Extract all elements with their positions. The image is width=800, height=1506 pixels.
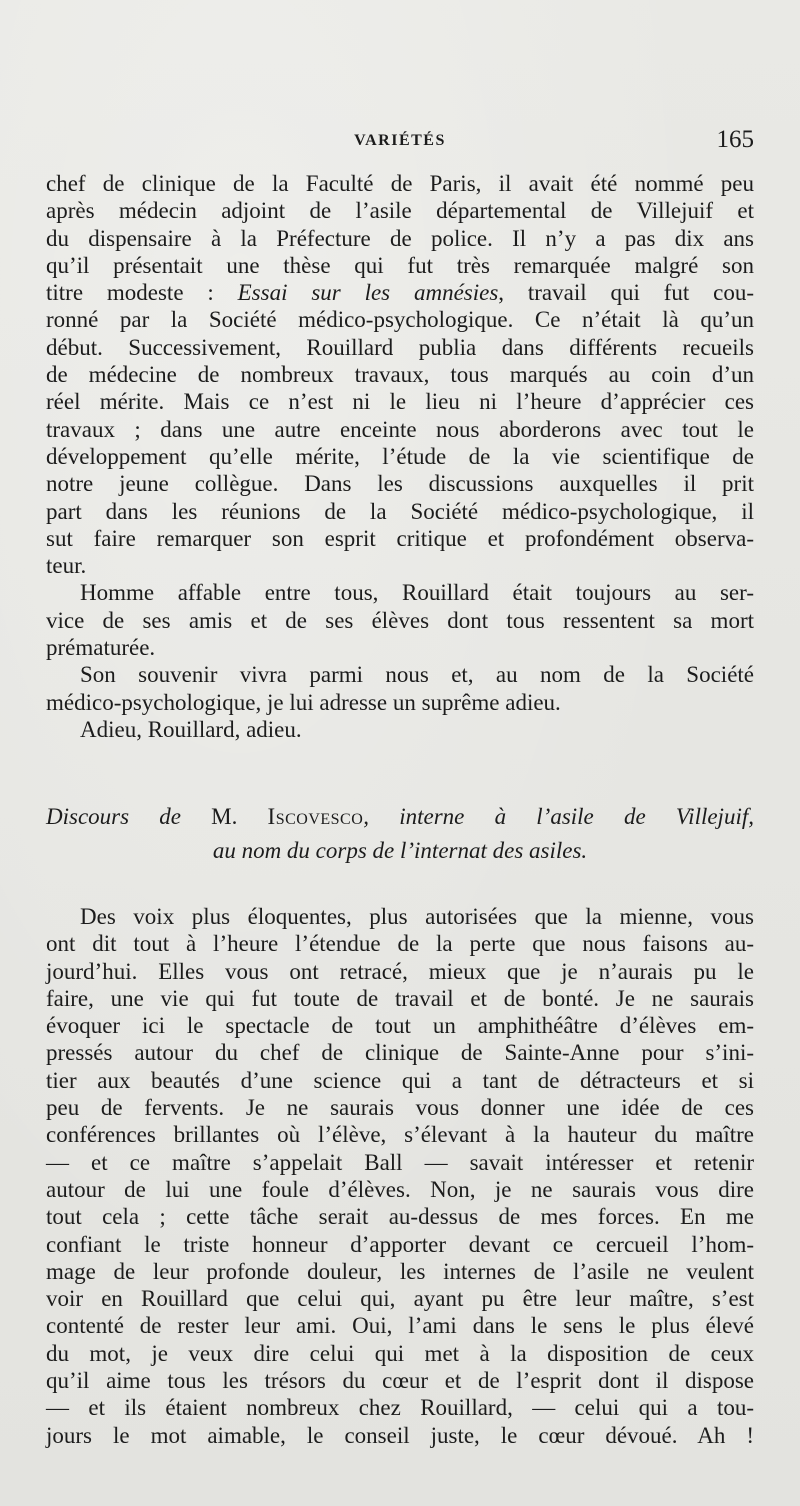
text-line: — et ce maître s’appelait Ball — savait intéresser et retenir bbox=[46, 1149, 754, 1175]
text-line: réel mérite. Mais ce n’est ni le lieu ni l’heure d’apprécier ces bbox=[46, 389, 754, 415]
text-line: part dans les réunions de la Société médico-psychologique, il bbox=[46, 498, 754, 524]
text-line: pressés autour du chef de clinique de Sainte-Anne pour s’ini- bbox=[46, 1040, 754, 1066]
text-line: qu’il aime tous les trésors du cœur et de l’esprit dont il dispose bbox=[46, 1368, 754, 1394]
text-line: début. Successivement, Rouillard publia dans différents recueils bbox=[46, 334, 754, 360]
paragraph-first-line: Homme affable entre tous, Rouillard était toujours au ser- bbox=[80, 580, 754, 606]
text-line: autour de lui une foule d’élèves. Non, je ne saurais vous dire bbox=[46, 1176, 754, 1202]
text-line: tout cela ; cette tâche serait au-dessus de mes forces. En me bbox=[46, 1204, 754, 1230]
section-1-text bbox=[46, 170, 754, 743]
heading-prefix: Discours de bbox=[46, 804, 212, 829]
text-line: ont dit tout à l’heure l’étendue de la perte que nous faisons au- bbox=[46, 931, 754, 957]
text-line: médico-psychologique, je lui adresse un suprême adieu. bbox=[46, 689, 561, 715]
farewell-line: Adieu, Rouillard, adieu. bbox=[80, 716, 302, 742]
paragraph-first-line: Son souvenir vivra parmi nous et, au nom de la Société bbox=[80, 662, 754, 688]
text-line: du mot, je veux dire celui qui met à la disposition de ceux bbox=[46, 1340, 754, 1366]
text-line: peu de fervents. Je ne saurais vous donner une idée de ces bbox=[46, 1095, 754, 1121]
text-line: évoquer ici le spectacle de tout un amphithéâtre d’élèves em- bbox=[46, 1013, 754, 1039]
text-line-with-title bbox=[46, 279, 754, 306]
text-line: travaux ; dans une autre enceinte nous aborderons avec tout le bbox=[46, 416, 754, 442]
heading-line-2: au nom du corps de l’internat des asiles. bbox=[212, 838, 588, 863]
text-line: sut faire remarquer son esprit critique et profondément observa- bbox=[46, 525, 754, 551]
heading-suffix: , interne à l’asile de Villejuif, bbox=[363, 804, 754, 829]
heading-line-1 bbox=[46, 800, 754, 834]
page-number: 165 bbox=[716, 126, 754, 153]
section-2-text bbox=[46, 903, 754, 1449]
speaker-title: M. bbox=[211, 804, 268, 829]
text-line: jourd’hui. Elles vous ont retracé, mieux que je n’aurais pu le bbox=[46, 958, 754, 984]
running-title: VARIÉTÉS bbox=[354, 132, 446, 149]
text-line: voir en Rouillard que celui qui, ayant pu être leur maître, s’est bbox=[46, 1286, 754, 1312]
text-line: qu’il présentait une thèse qui fut très remarquée malgré son bbox=[46, 252, 754, 278]
text-line: notre jeune collègue. Dans les discussions auxquelles il prit bbox=[46, 471, 754, 497]
paragraph-first-line: Des voix plus éloquentes, plus autorisées que la mienne, vous bbox=[80, 904, 754, 929]
text-line: de médecine de nombreux travaux, tous marqués au coin d’un bbox=[46, 362, 754, 388]
text-line: chef de clinique de la Faculté de Paris, il avait été nommé peu bbox=[46, 171, 754, 196]
text-line: développement qu’elle mérite, l’étude de la vie scientifique de bbox=[46, 443, 754, 469]
text-line: du dispensaire à la Préfecture de police. Il n’y a pas dix ans bbox=[46, 225, 754, 251]
text-fragment: , travail qui fut cou- bbox=[498, 280, 754, 306]
text-line: jours le mot aimable, le conseil juste, le cœur dévoué. Ah ! bbox=[46, 1422, 754, 1448]
speaker-name: Iscovesco bbox=[267, 804, 364, 829]
running-head bbox=[46, 126, 754, 160]
text-line: après médecin adjoint de l’asile départemental de Villejuif et bbox=[46, 198, 754, 224]
thesis-title: Essai sur les amnésies bbox=[237, 280, 499, 306]
text-line: ronné par la Société médico-psychologique. Ce n’était là qu’un bbox=[46, 307, 754, 333]
text-line: teur. bbox=[46, 553, 87, 579]
text-line: conférences brillantes où l’élève, s’élevant à la hauteur du maître bbox=[46, 1122, 754, 1148]
text-fragment: titre modeste : bbox=[46, 280, 238, 306]
text-line: prématurée. bbox=[46, 635, 156, 661]
text-line: contenté de rester leur ami. Oui, l’ami dans le sens le plus élevé bbox=[46, 1313, 754, 1339]
text-line: — et ils étaient nombreux chez Rouillard, — celui qui a tou- bbox=[46, 1395, 754, 1421]
discourse-heading bbox=[46, 800, 754, 868]
text-line: vice de ses amis et de ses élèves dont tous ressentent sa mort bbox=[46, 607, 754, 633]
text-line: faire, une vie qui fut toute de travail et de bonté. Je ne saurais bbox=[46, 985, 754, 1011]
text-line: tier aux beautés d’une science qui a tant de détracteurs et si bbox=[46, 1067, 754, 1093]
text-line: mage de leur profonde douleur, les internes de l’asile ne veulent bbox=[46, 1258, 754, 1284]
text-line: confiant le triste honneur d’apporter devant ce cercueil l’hom- bbox=[46, 1231, 754, 1257]
